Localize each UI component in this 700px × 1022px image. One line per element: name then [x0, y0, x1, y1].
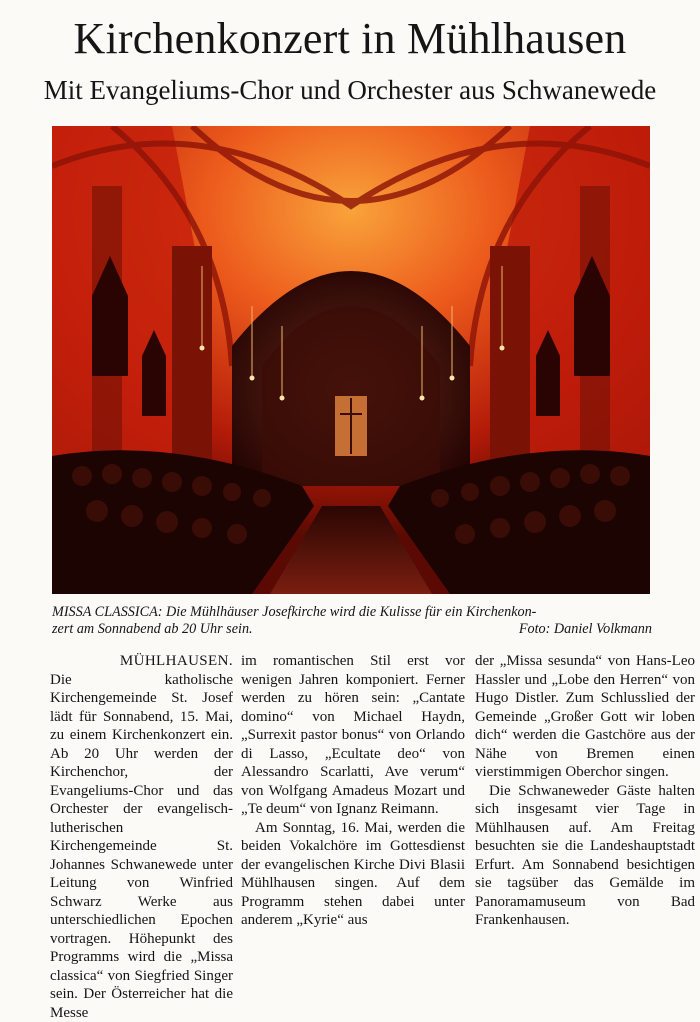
article-column-3 [475, 652, 695, 930]
column-3-paragraph-2: Die Schwaneweder Gäste halten sich insgesamt vier Tage in Mühlhausen auf. Am Freitag besuchten sie die Landeshauptstadt Erfurt. Am Sonnabend besichtigen sie tagsüber das Gemälde im Panoramamuseum von Bad Frankenhausen. [475, 782, 695, 928]
column-1-text: Die katholische Kirchengemeinde St. Josef lädt für Sonnabend, 15. Mai, zu einem Kirchenkonzert ein. Ab 20 Uhr werden der Kirchenchor, der Evangeliums-Chor und das Orchester der evangelisch-lutherischen Kirchengemeinde St. Johannes Schwanewede unter Leitung von Winfried Schwarz Werke aus unterschiedlichen Epochen vortragen. Höhepunkt des Programms wird die „Missa classica“ von Siegfried Singer sein. Der Österreicher hat die Messe [50, 671, 233, 1021]
article-column-2 [241, 652, 465, 930]
column-2-paragraph-1: im romantischen Stil erst vor wenigen Jahren komponiert. Ferner werden zu hören sein: „Cantate domino“ von Michael Haydn, „Surrexit pastor bonus“ von Orlando di Lasso, „Ecultate deo“ von Alessandro Scarlatti, Ave verum“ von Wolfgang Amadeus Mozart und „Te deum“ von Ignanz Reimann. [241, 653, 465, 817]
headline: Kirchenkonzert in Mühlhausen [73, 14, 627, 63]
caption-line-1: MISSA CLASSICA: Die Mühlhäuser Josefkirche wird die Kulisse für ein Kirchenkon- [52, 604, 537, 620]
article-column-1 [50, 652, 233, 1022]
photo-credit: Foto: Daniel Volkmann [518, 621, 652, 637]
photo-caption [52, 604, 652, 638]
church-interior-photo [52, 126, 650, 594]
column-2-paragraph-2: Am Sonntag, 16. Mai, werden die beiden Vokalchöre im Gottesdienst der evangelischen Kirche Divi Blasii Mühlhausen singen. Auf dem Programm stehen dabei unter anderem „Kyrie“ aus [241, 819, 465, 928]
dateline: MÜHLHAUSEN. [119, 653, 233, 669]
subheadline: Mit Evangeliums-Chor und Orchester aus Schwanewede [43, 75, 657, 105]
caption-line-2: zert am Sonnabend ab 20 Uhr sein. [52, 621, 253, 637]
column-3-paragraph-1: der „Missa sesunda“ von Hans-Leo Hassler und „Lobe den Herren“ von Hugo Distler. Zum Schlusslied der Gemeinde „Großer Gott wir loben dich“ werden die Gastchöre aus der Nähe von Bremen einen vierstimmigen Oberchor singen. [475, 653, 695, 780]
